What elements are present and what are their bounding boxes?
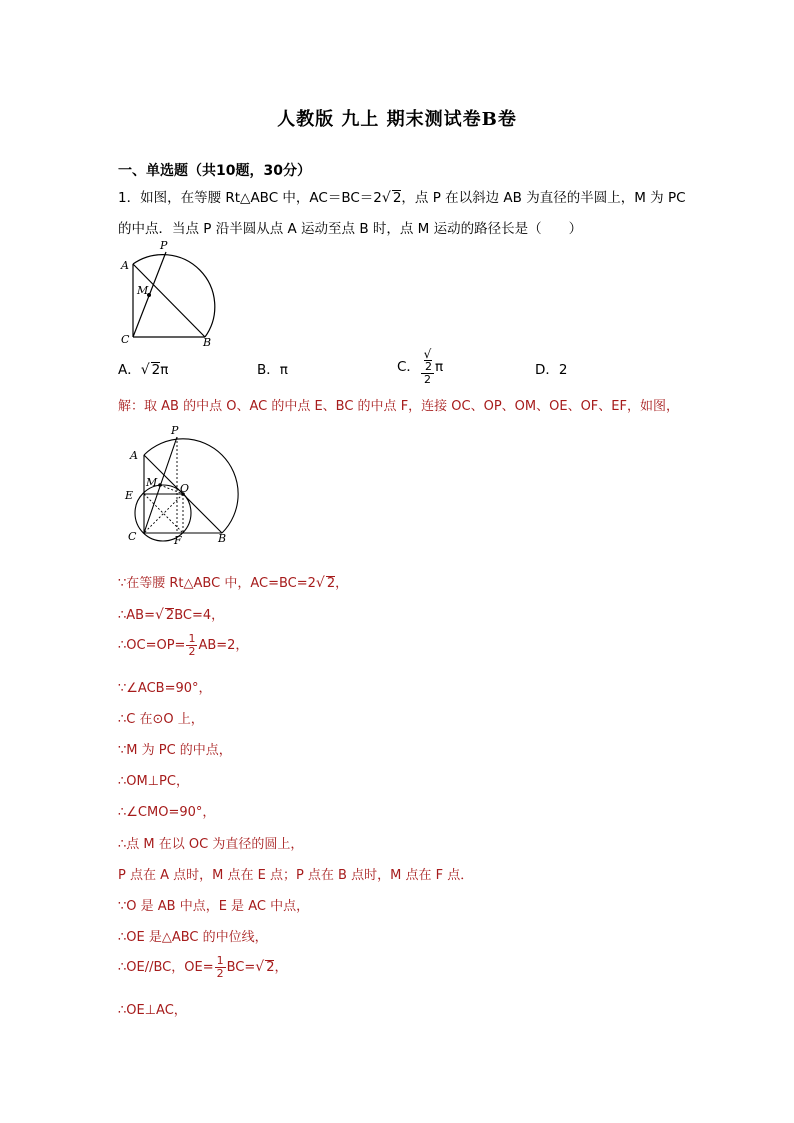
label-f: F: [174, 534, 182, 547]
question-line-1: 1．如图，在等腰 Rt△ABC 中，AC＝BC＝2√ 2，点 P 在以斜边 AB 为直径的半圆上，M 为 PC: [118, 190, 686, 206]
solution-step-8: ∴∠CMO=90°，: [118, 805, 216, 820]
solution-step-2: ∴AB=√ 2BC=4，: [118, 607, 225, 623]
page-title: 人教版 九上 期末测试卷B卷: [277, 109, 517, 130]
sqrt-icon: √: [423, 347, 432, 361]
label-b: B: [203, 336, 212, 348]
option-d: D．2: [535, 362, 568, 378]
solution-step-11: ∵O 是 AB 中点，E 是 AC 中点，: [118, 899, 310, 914]
solution-figure: [118, 422, 242, 550]
solution-step-6: ∵M 为 PC 的中点，: [118, 743, 232, 758]
solution-step-1: ∵在等腰 Rt△ABC 中，AC=BC=2√ 2，: [118, 575, 349, 591]
point-m: [158, 483, 162, 487]
segment-ab: [133, 264, 205, 337]
label-c: C: [128, 530, 137, 543]
label-o: O: [180, 482, 190, 495]
solution-step-12: ∴OE 是△ABC 的中位线，: [118, 930, 268, 945]
solution-step-10: P 点在 A 点时，M 点在 E 点；P 点在 B 点时，M 点在 F 点．: [118, 868, 474, 883]
solution-step-14: ∴OE⊥AC，: [118, 1003, 187, 1018]
solution-step-3: ∴OC=OP= $\frac{1}{2}$ AB=2，: [118, 632, 249, 658]
label-b: B: [218, 532, 227, 545]
question-line-2: 的中点．当点 P 沿半圆从点 A 运动至点 B 时，点 M 运动的路径长是（ ）: [118, 221, 583, 237]
sqrt-icon: √: [315, 575, 325, 591]
label-a: A: [121, 259, 129, 272]
sqrt-icon: √: [381, 190, 391, 206]
section-heading: 一、单选题（共10题，30分）: [118, 163, 311, 179]
solution-step-5: ∴C 在⊙O 上，: [118, 712, 204, 727]
solution-step-13: ∴OE//BC，OE= $\frac{1}{2}$ BC=√ 2，: [118, 954, 288, 980]
solution-step-7: ∴OM⊥PC，: [118, 774, 189, 789]
label-m: M: [137, 284, 149, 297]
question-figure: [113, 238, 223, 348]
option-c: C． √ 2 2 π: [397, 347, 444, 386]
label-p: P: [160, 239, 168, 252]
solution-intro: 解：取 AB 的中点 O、AC 的中点 E、BC 的中点 F，连接 OC、OP、OM、OE、OF、EF，如图，: [118, 399, 679, 414]
solution-step-9: ∴点 M 在以 OC 为直径的圆上，: [118, 837, 304, 852]
label-a: A: [130, 449, 138, 462]
solution-step-4: ∵∠ACB=90°，: [118, 681, 212, 696]
label-e: E: [125, 489, 134, 502]
option-a: A．√ 2π: [118, 362, 169, 378]
label-m: M: [146, 476, 158, 489]
question-number: 1．: [118, 190, 141, 206]
label-c: C: [121, 333, 130, 346]
sqrt-icon: √: [255, 959, 265, 975]
option-b: B．π: [257, 362, 288, 378]
label-p: P: [171, 424, 179, 437]
sqrt-icon: √: [154, 607, 164, 623]
sqrt-icon: √: [140, 362, 150, 378]
